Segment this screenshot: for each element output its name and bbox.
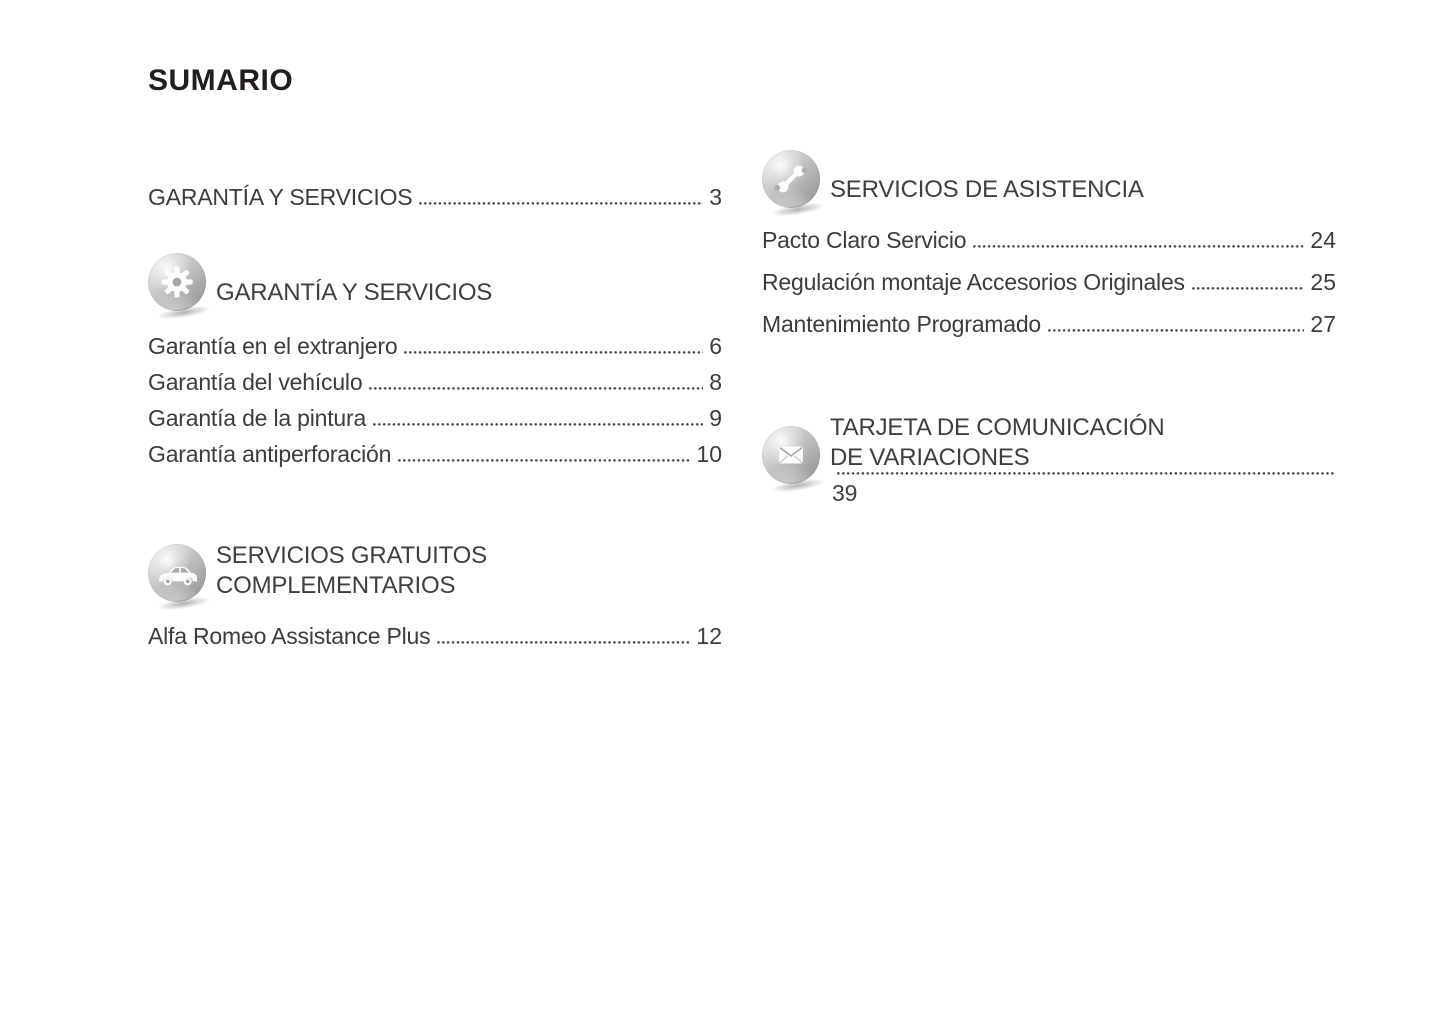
- dotted-leader: [837, 472, 1335, 475]
- section-entry-list: [762, 211, 1336, 337]
- section-servicios-gratuitos: [148, 541, 722, 604]
- toc-entry-garantia-pintura[interactable]: [148, 395, 722, 431]
- toc-entry-garantia-y-servicios[interactable]: [148, 174, 722, 210]
- toc-entry-garantia-vehiculo[interactable]: [148, 359, 722, 395]
- gear-icon: [148, 253, 206, 311]
- toc-entry-tarjeta-variaciones[interactable]: [830, 443, 1336, 506]
- dotted-leader: [1048, 329, 1304, 332]
- wrench-icon: [762, 150, 820, 208]
- toc-entry-garantia-extranjero[interactable]: [148, 323, 722, 359]
- toc-label: Garantía del vehículo: [148, 369, 363, 396]
- right-column: [762, 0, 1336, 506]
- toc-page-number: 3: [709, 184, 722, 211]
- toc-page-number: 8: [709, 369, 722, 396]
- left-column: [148, 0, 722, 649]
- page-title: SUMARIO: [148, 64, 294, 97]
- toc-page-number: 9: [709, 405, 722, 432]
- section-entry-list: [148, 323, 722, 467]
- dotted-leader: [404, 351, 703, 354]
- dotted-leader: [369, 387, 703, 390]
- envelope-icon: [762, 426, 820, 484]
- toc-entry-pacto-claro[interactable]: [762, 211, 1336, 253]
- section-heading: SERVICIOS GRATUITOS COMPLEMENTARIOS: [216, 542, 487, 599]
- dotted-leader: [373, 423, 703, 426]
- toc-entry-regulacion-accesorios[interactable]: [762, 253, 1336, 295]
- toc-page-number: 10: [696, 441, 722, 468]
- toc-label: Alfa Romeo Assistance Plus: [148, 623, 431, 650]
- toc-page-number: 12: [696, 623, 722, 650]
- toc-entry-alfa-romeo-assistance[interactable]: [148, 613, 722, 649]
- dotted-leader: [419, 202, 703, 205]
- section-heading: SERVICIOS DE ASISTENCIA: [830, 175, 1144, 203]
- toc-label: Garantía de la pintura: [148, 405, 367, 432]
- dotted-leader: [437, 641, 690, 644]
- toc-page-number: 25: [1310, 269, 1336, 296]
- toc-entry-garantia-antiperforacion[interactable]: [148, 431, 722, 467]
- toc-label: Garantía antiperforación: [148, 441, 392, 468]
- toc-page-number: 27: [1310, 311, 1336, 338]
- section-servicios-asistencia: [762, 150, 1336, 208]
- toc-label: DE VARIACIONES: [830, 443, 1030, 471]
- toc-label: Garantía en el extranjero: [148, 333, 398, 360]
- toc-entry-mantenimiento-programado[interactable]: [762, 295, 1336, 337]
- toc-page-number: 39: [832, 480, 858, 506]
- toc-label: Pacto Claro Servicio: [762, 227, 967, 254]
- dotted-leader: [973, 245, 1304, 248]
- toc-label: Regulación montaje Accesorios Originales: [762, 269, 1185, 296]
- toc-label: Mantenimiento Programado: [762, 311, 1042, 338]
- section-garantia-y-servicios: [148, 253, 722, 311]
- dotted-leader: [398, 459, 690, 462]
- section-tarjeta-comunicacion: [762, 405, 1336, 506]
- car-icon: [148, 544, 206, 602]
- dotted-leader: [1192, 287, 1305, 290]
- toc-label: GARANTÍA Y SERVICIOS: [148, 184, 413, 211]
- section-heading: TARJETA DE COMUNICACIÓN DE VARIACIONES 39: [830, 405, 1336, 506]
- section-heading: GARANTÍA Y SERVICIOS: [216, 278, 493, 306]
- toc-page-number: 24: [1310, 227, 1336, 254]
- toc-page-number: 6: [709, 333, 722, 360]
